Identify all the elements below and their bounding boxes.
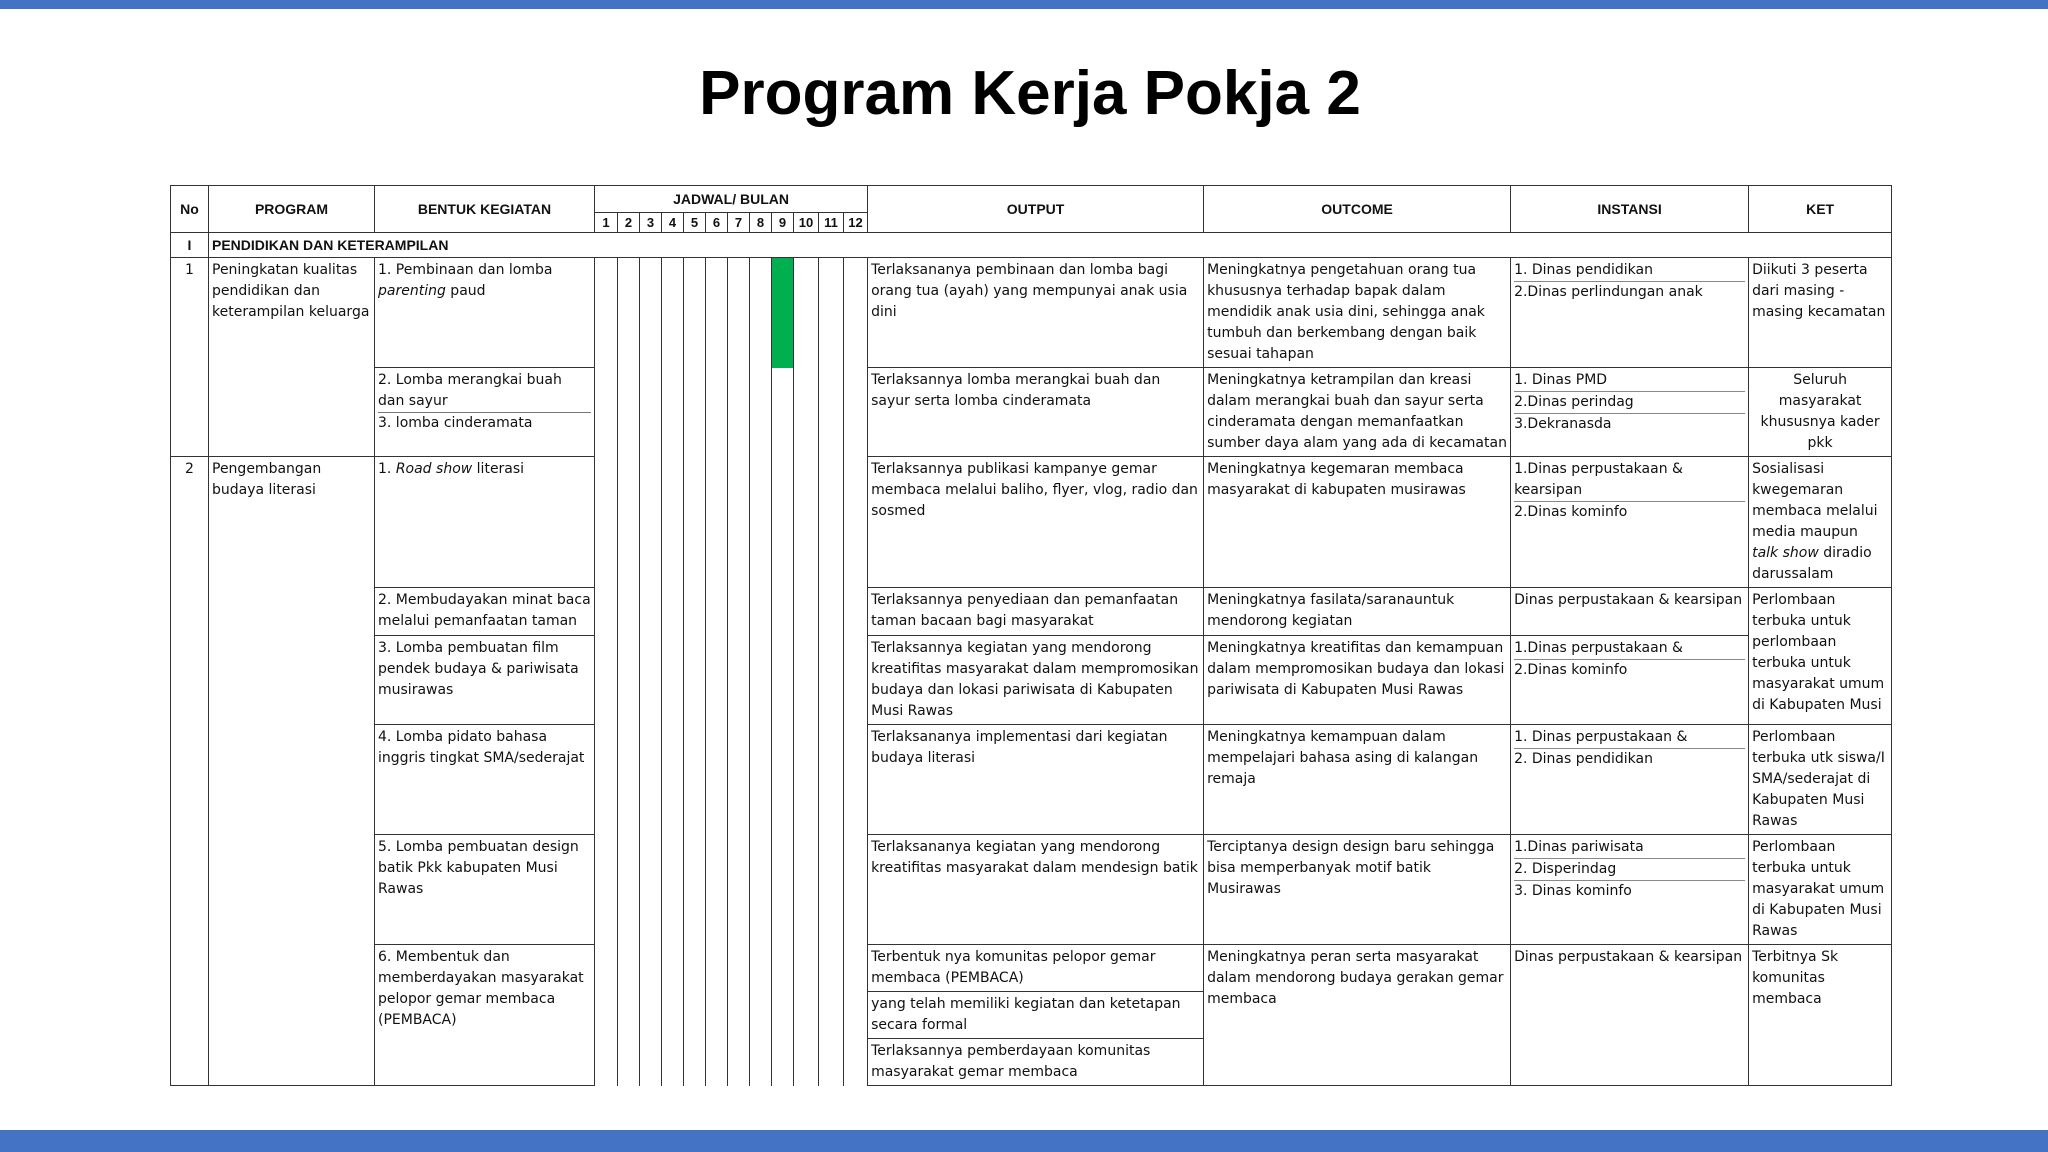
schedule-cell: [728, 725, 750, 835]
schedule-cell: [684, 457, 706, 588]
ket-cell: Perlombaan terbuka untuk perlombaan terbuka untuk masyarakat umum di Kabupaten Musi: [1749, 588, 1892, 725]
header-no: No: [171, 186, 209, 233]
schedule-cell: [844, 588, 868, 636]
schedule-cell-active: [772, 258, 794, 368]
schedule-cell: [595, 945, 618, 1086]
bottom-accent-bar: [0, 1130, 2048, 1152]
table-row: [171, 636, 1892, 725]
activity-cell: 4. Lomba pidato bahasa inggris tingkat SMA/sederajat: [375, 725, 595, 835]
header-month: 5: [684, 213, 706, 233]
program-number: 1: [171, 258, 209, 457]
instansi-cell: 1. Dinas perpustakaan & 2. Dinas pendidikan: [1511, 725, 1749, 835]
schedule-cell: [750, 835, 772, 945]
outcome-cell: Meningkatnya kegemaran membaca masyarakat di kabupaten musirawas: [1204, 457, 1511, 588]
schedule-cell: [844, 725, 868, 835]
outcome-cell: Meningkatnya ketrampilan dan kreasi dalam merangkai buah dan sayur serta cinderamata dengan memanfaatkan sumber daya alam yang ada di kecamatan: [1204, 368, 1511, 457]
schedule-cell: [618, 636, 640, 725]
schedule-cell: [684, 636, 706, 725]
schedule-cell: [728, 588, 750, 636]
output-cell: Terlaksananya pembinaan dan lomba bagi orang tua (ayah) yang mempunyai anak usia dini: [868, 258, 1204, 368]
schedule-cell: [819, 368, 844, 457]
outcome-cell: Meningkatnya fasilata/saranauntuk mendorong kegiatan: [1204, 588, 1511, 636]
schedule-cell: [595, 258, 618, 368]
schedule-cell: [706, 636, 728, 725]
instansi-cell: 1. Dinas pendidikan 2.Dinas perlindungan anak: [1511, 258, 1749, 368]
program-number: 2: [171, 457, 209, 1086]
schedule-cell: [640, 258, 662, 368]
schedule-cell: [618, 258, 640, 368]
schedule-cell: [684, 945, 706, 1086]
page-title: Program Kerja Pokja 2: [699, 59, 1361, 128]
schedule-cell: [728, 258, 750, 368]
schedule-cell: [662, 725, 684, 835]
schedule-cell: [595, 636, 618, 725]
section-number: I: [171, 233, 209, 258]
schedule-cell: [706, 725, 728, 835]
header-outcome: OUTCOME: [1204, 186, 1511, 233]
schedule-cell: [772, 725, 794, 835]
top-accent-bar: [0, 0, 2048, 9]
header-ket: KET: [1749, 186, 1892, 233]
outcome-cell: Meningkatnya pengetahuan orang tua khususnya terhadap bapak dalam mendidik anak usia dini, sehingga anak tumbuh dan berkembang dengan baik sesuai tahapan: [1204, 258, 1511, 368]
schedule-cell: [706, 945, 728, 1086]
header-output: OUTPUT: [868, 186, 1204, 233]
schedule-cell: [706, 258, 728, 368]
schedule-cell: [595, 457, 618, 588]
schedule-cell: [640, 725, 662, 835]
schedule-cell: [772, 835, 794, 945]
table-row: [171, 258, 1892, 368]
schedule-cell: [794, 368, 819, 457]
outcome-cell: Meningkatnya peran serta masyarakat dalam mendorong budaya gerakan gemar membaca: [1204, 945, 1511, 1086]
schedule-cell: [728, 636, 750, 725]
ket-cell: Perlombaan terbuka utk siswa/I SMA/sederajat di Kabupaten Musi Rawas: [1749, 725, 1892, 835]
schedule-cell: [618, 945, 640, 1086]
header-month: 12: [844, 213, 868, 233]
activity-cell: 2. Membudayakan minat baca melalui pemanfaatan taman: [375, 588, 595, 636]
schedule-cell: [772, 457, 794, 588]
header-program: PROGRAM: [209, 186, 375, 233]
header-month: 7: [728, 213, 750, 233]
schedule-cell: [794, 457, 819, 588]
schedule-cell: [706, 457, 728, 588]
schedule-cell: [662, 457, 684, 588]
schedule-cell: [684, 368, 706, 457]
schedule-cell: [772, 945, 794, 1086]
output-cell: Terbentuk nya komunitas pelopor gemar membaca (PEMBACA) yang telah memiliki kegiatan dan ketetapan secara formal Terlaksannya pemberdayaan komunitas masyarakat gemar membaca: [868, 945, 1204, 1086]
schedule-cell: [662, 368, 684, 457]
schedule-cell: [844, 368, 868, 457]
schedule-cell: [794, 588, 819, 636]
section-title: PENDIDIKAN DAN KETERAMPILAN: [209, 233, 1892, 258]
schedule-cell: [728, 835, 750, 945]
output-cell: Terlaksannya publikasi kampanye gemar membaca melalui baliho, flyer, vlog, radio dan sosmed: [868, 457, 1204, 588]
activity-cell: 3. Lomba pembuatan film pendek budaya & pariwisata musirawas: [375, 636, 595, 725]
schedule-cell: [618, 835, 640, 945]
header-month: 10: [794, 213, 819, 233]
schedule-cell: [595, 725, 618, 835]
header-month: 8: [750, 213, 772, 233]
header-month: 6: [706, 213, 728, 233]
outcome-cell: Meningkatnya kemampuan dalam mempelajari bahasa asing di kalangan remaja: [1204, 725, 1511, 835]
output-cell: Terlaksananya kegiatan yang mendorong kreatifitas masyarakat dalam mendesign batik: [868, 835, 1204, 945]
schedule-cell: [640, 368, 662, 457]
header-month: 4: [662, 213, 684, 233]
schedule-cell: [618, 725, 640, 835]
schedule-cell: [819, 835, 844, 945]
table-row: [171, 725, 1892, 835]
table-row: [171, 835, 1892, 945]
schedule-cell: [640, 945, 662, 1086]
schedule-cell: [706, 588, 728, 636]
schedule-cell: [684, 588, 706, 636]
header-month: 2: [618, 213, 640, 233]
schedule-cell: [684, 725, 706, 835]
schedule-cell: [662, 835, 684, 945]
schedule-cell: [819, 945, 844, 1086]
schedule-cell: [844, 945, 868, 1086]
schedule-cell: [844, 258, 868, 368]
header-month: 3: [640, 213, 662, 233]
activity-cell: 1. Road show literasi: [375, 457, 595, 588]
schedule-cell: [819, 636, 844, 725]
instansi-cell: Dinas perpustakaan & kearsipan: [1511, 588, 1749, 636]
program-name: Peningkatan kualitas pendidikan dan keterampilan keluarga: [209, 258, 375, 457]
schedule-cell: [750, 258, 772, 368]
schedule-cell: [772, 368, 794, 457]
schedule-cell: [794, 636, 819, 725]
header-jadwal: JADWAL/ BULAN: [595, 186, 868, 213]
schedule-cell: [728, 945, 750, 1086]
schedule-cell: [750, 725, 772, 835]
header-instansi: INSTANSI: [1511, 186, 1749, 233]
outcome-cell: Meningkatnya kreatifitas dan kemampuan dalam mempromosikan budaya dan lokasi pariwisata di Kabupaten Musi Rawas: [1204, 636, 1511, 725]
table-row: [171, 457, 1892, 588]
header-month: 1: [595, 213, 618, 233]
header-month: 9: [772, 213, 794, 233]
ket-cell: Sosialisasi kwegemaran membaca melalui media maupun talk show diradio darussalam: [1749, 457, 1892, 588]
schedule-cell: [706, 368, 728, 457]
schedule-cell: [750, 588, 772, 636]
schedule-cell: [618, 368, 640, 457]
schedule-cell: [618, 457, 640, 588]
ket-cell: Diikuti 3 peserta dari masing - masing kecamatan: [1749, 258, 1892, 368]
activity-cell: 2. Lomba merangkai buah dan sayur 3. lomba cinderamata: [375, 368, 595, 457]
instansi-cell: 1.Dinas perpustakaan & kearsipan 2.Dinas kominfo: [1511, 457, 1749, 588]
output-cell: Terlaksannya kegiatan yang mendorong kreatifitas masyarakat dalam mempromosikan budaya dan lokasi pariwisata di Kabupaten Musi Rawas: [868, 636, 1204, 725]
table-row: [171, 368, 1892, 457]
schedule-cell: [595, 835, 618, 945]
schedule-cell: [728, 457, 750, 588]
schedule-cell: [794, 725, 819, 835]
instansi-cell: 1.Dinas pariwisata 2. Disperindag 3. Dinas kominfo: [1511, 835, 1749, 945]
activity-cell: 1. Pembinaan dan lomba parenting paud: [375, 258, 595, 368]
schedule-cell: [819, 457, 844, 588]
schedule-cell: [819, 725, 844, 835]
schedule-cell: [819, 588, 844, 636]
schedule-cell: [595, 588, 618, 636]
work-program-table: [170, 185, 1892, 1086]
schedule-cell: [794, 258, 819, 368]
program-name: Pengembangan budaya literasi: [209, 457, 375, 1086]
ket-cell: Terbitnya Sk komunitas membaca: [1749, 945, 1892, 1086]
schedule-cell: [728, 368, 750, 457]
schedule-cell: [618, 588, 640, 636]
ket-cell: Seluruh masyarakat khususnya kader pkk: [1749, 368, 1892, 457]
schedule-cell: [640, 457, 662, 588]
schedule-cell: [819, 258, 844, 368]
schedule-cell: [640, 588, 662, 636]
schedule-cell: [684, 835, 706, 945]
activity-cell: 6. Membentuk dan memberdayakan masyarakat pelopor gemar membaca (PEMBACA): [375, 945, 595, 1086]
schedule-cell: [844, 457, 868, 588]
header-bentuk-kegiatan: BENTUK KEGIATAN: [375, 186, 595, 233]
schedule-cell: [662, 945, 684, 1086]
schedule-cell: [662, 588, 684, 636]
table-row: [171, 588, 1892, 636]
schedule-cell: [662, 258, 684, 368]
schedule-cell: [794, 945, 819, 1086]
schedule-cell: [750, 945, 772, 1086]
schedule-cell: [706, 835, 728, 945]
section-row: [171, 233, 1892, 258]
schedule-cell: [772, 588, 794, 636]
schedule-cell: [794, 835, 819, 945]
output-cell: Terlaksannya penyediaan dan pemanfaatan taman bacaan bagi masyarakat: [868, 588, 1204, 636]
table-row: [171, 945, 1892, 1086]
schedule-cell: [844, 636, 868, 725]
activity-cell: 5. Lomba pembuatan design batik Pkk kabupaten Musi Rawas: [375, 835, 595, 945]
output-cell: Terlaksannya lomba merangkai buah dan sayur serta lomba cinderamata: [868, 368, 1204, 457]
schedule-cell: [750, 457, 772, 588]
outcome-cell: Terciptanya design design baru sehingga bisa memperbanyak motif batik Musirawas: [1204, 835, 1511, 945]
instansi-cell: 1.Dinas perpustakaan & 2.Dinas kominfo: [1511, 636, 1749, 725]
schedule-cell: [662, 636, 684, 725]
header-month: 11: [819, 213, 844, 233]
schedule-cell: [844, 835, 868, 945]
schedule-cell: [595, 368, 618, 457]
schedule-cell: [772, 636, 794, 725]
instansi-cell: 1. Dinas PMD 2.Dinas perindag 3.Dekranasda: [1511, 368, 1749, 457]
instansi-cell: Dinas perpustakaan & kearsipan: [1511, 945, 1749, 1086]
output-cell: Terlaksananya implementasi dari kegiatan budaya literasi: [868, 725, 1204, 835]
schedule-cell: [640, 636, 662, 725]
ket-cell: Perlombaan terbuka untuk masyarakat umum di Kabupaten Musi Rawas: [1749, 835, 1892, 945]
schedule-cell: [640, 835, 662, 945]
schedule-cell: [750, 368, 772, 457]
schedule-cell: [750, 636, 772, 725]
schedule-cell: [684, 258, 706, 368]
